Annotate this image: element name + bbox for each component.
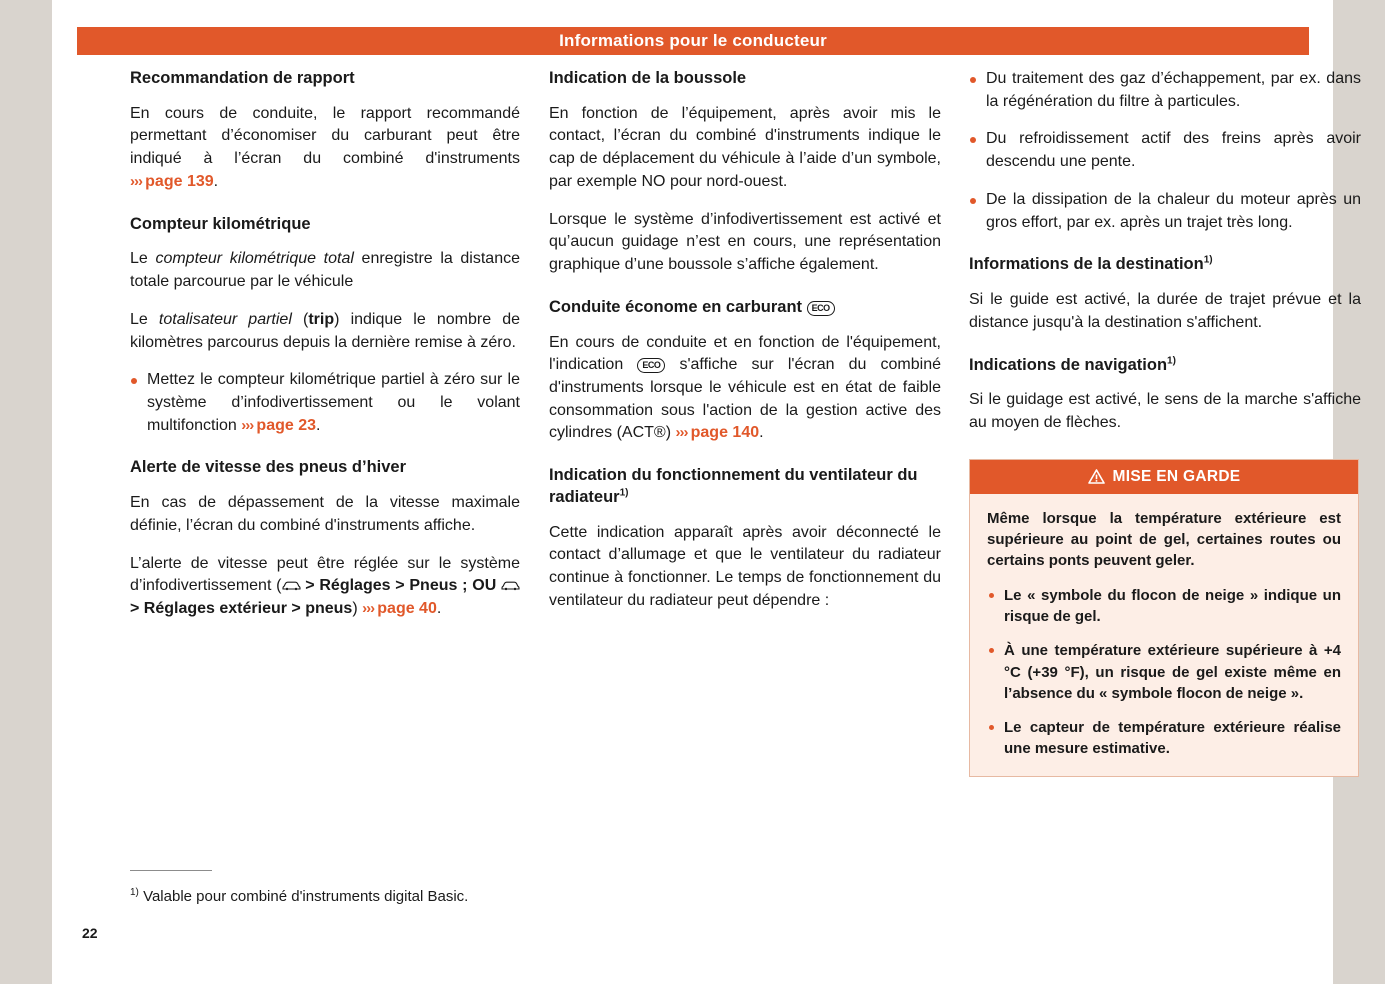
section-heading — [549, 465, 941, 509]
bold-term: > Réglages extérieur > pneus — [130, 600, 353, 618]
text-fragment: En cours de conduite et en fonction de l'équipement, l'indication — [549, 333, 941, 374]
bullet-text: Mettez le compteur kilométrique partiel à zéro sur le système d’infodivertissement ou le volant multifonction — [147, 371, 520, 434]
text-fragment: enregistre la distance totale parcourue par le véhicule — [130, 250, 520, 291]
warning-intro: Même lorsque la température extérieure est supérieure au point de gel, certaines routes ou certains ponts peuvent geler. — [987, 509, 1341, 570]
section-heading-text: Indications de navigation — [969, 355, 1168, 374]
section-heading — [969, 355, 1361, 377]
emphasis-term: totalisateur partiel — [158, 310, 292, 328]
car-icon — [501, 580, 520, 591]
text-fragment: L’alerte de vitesse peut être réglée sur le système d’infodivertissement ( — [130, 554, 520, 595]
section-conduite-econome — [549, 297, 941, 445]
text-fragment: s'affiche sur l'écran du combiné d'instruments lorsque le véhicule est en état de faible consommation sous l'action de la gestion active des cylindres (ACT®) — [549, 356, 942, 442]
warning-title: MISE EN GARDE — [1112, 467, 1241, 485]
paragraph: En cas de dépassement de la vitesse maximale définie, l’écran du combiné d'instruments affiche. — [130, 494, 520, 534]
section-ventilateur-radiateur — [549, 465, 941, 612]
paragraph — [130, 248, 520, 293]
section-heading — [969, 254, 1361, 276]
bold-term: > Réglages > Pneus — [300, 577, 458, 595]
paragraph — [130, 309, 520, 354]
car-icon — [282, 580, 301, 591]
page-reference-link[interactable]: page 139 — [145, 172, 214, 190]
page-ref-arrows: ››› — [675, 424, 691, 442]
page-content — [77, 68, 1361, 848]
bullet-item: Mettez le compteur kilométrique partiel à zéro sur le système d’infodivertissement ou le volant multifonction ››› page 23. — [130, 369, 520, 437]
footnote-marker: 1) — [1203, 254, 1213, 266]
section-heading-text: Informations de la destination — [969, 255, 1204, 274]
text-fragment: ) indique le nombre de kilomètres parcourus depuis la dernière remise à zéro. — [130, 310, 521, 351]
text-fragment: Le — [130, 250, 156, 268]
bullet-item: Du traitement des gaz d’échappement, par ex. dans la régénération du filtre à particules. — [969, 68, 1361, 113]
column-2 — [549, 68, 941, 613]
page-reference-link[interactable]: page 23 — [256, 416, 317, 434]
section-heading — [549, 297, 941, 319]
warning-bullet: Le capteur de température extérieure réalise une mesure estimative. — [987, 717, 1341, 760]
bullet-item: Du refroidissement actif des freins après avoir descendu une pente. — [969, 128, 1361, 173]
text-fragment: ( — [291, 310, 309, 328]
column-3 — [969, 68, 1361, 777]
section-recommandation-de-rapport — [130, 68, 520, 194]
footnote-marker: 1) — [130, 887, 139, 898]
page-ref-arrows: ››› — [241, 416, 257, 434]
text-fragment: Le — [130, 310, 159, 328]
section-indications-navigation — [969, 355, 1361, 435]
paragraph: Si le guidage est activé, le sens de la marche s'affiche au moyen de flèches. — [969, 391, 1361, 431]
bold-term: ; OU — [457, 577, 502, 595]
warning-bullet: À une température extérieure supérieure à +4 °C (+39 °F), un risque de gel existe même en l’absence du « symbole flocon de neige ». — [987, 640, 1341, 704]
warning-bullet: Le « symbole du flocon de neige » indique un risque de gel. — [987, 585, 1341, 628]
warning-triangle-icon — [1088, 469, 1105, 484]
section-heading: Compteur kilométrique — [130, 214, 311, 233]
page-reference-link[interactable]: page 140 — [690, 424, 760, 442]
section-heading: Indication de la boussole — [549, 69, 747, 87]
eco-icon: ECO — [807, 301, 835, 316]
page-number: 22 — [82, 925, 98, 941]
paragraph-text: En cours de conduite, le rapport recommandé permettant d’économiser du carburant peut être indiqué à l’écran du combiné d'instruments — [130, 104, 520, 168]
warning-body — [970, 494, 1358, 776]
section-heading-text: Indication du fonctionnement du ventilateur du radiateur — [549, 466, 918, 506]
page-ref-arrows: ››› — [130, 172, 146, 190]
section-heading: Recommandation de rapport — [130, 69, 355, 87]
page-edge-shadow — [30, 0, 52, 984]
text-fragment: ) — [352, 600, 363, 618]
section-compteur-kilometrique — [130, 214, 520, 438]
paragraph: En cours de conduite, le rapport recommandé permettant d’économiser du carburant peut être indiqué à l’écran du combiné d'instruments ››› page 139. — [130, 104, 520, 190]
warning-box — [969, 459, 1359, 777]
section-heading: Alerte de vitesse des pneus d’hiver — [130, 458, 407, 477]
manual-page — [52, 0, 1361, 984]
bullet-item: De la dissipation de la chaleur du moteur après un gros effort, par ex. après un trajet très long. — [969, 189, 1361, 234]
section-indication-boussole — [549, 68, 941, 277]
footnote-marker: 1) — [1167, 355, 1176, 367]
page-header-banner — [77, 27, 1309, 55]
page-header-title: Informations pour le conducteur — [559, 31, 827, 50]
eco-icon: ECO — [637, 358, 665, 373]
paragraph: L’alerte de vitesse peut être réglée sur le système d’infodivertissement ( > Réglages > Pneus ; OU > Réglages extérieur > pneus) ››› page 40. — [130, 554, 520, 618]
bullet-list-ventilateur — [969, 68, 1361, 234]
section-alerte-vitesse-pneus-hiver — [130, 457, 520, 620]
paragraph: Cette indication apparaît après avoir déconnecté le contact d’allumage et que le ventilateur du radiateur continue à fonctionner. Le temps de fonctionnement du ventilateur du radiateur peut dépendre : — [549, 523, 941, 609]
emphasis-term: compteur kilométrique total — [155, 250, 354, 268]
paragraph: Lorsque le système d’infodivertissement est activé et qu’aucun guidage n’est en cours, une représentation graphique d’une boussole s’affiche également. — [549, 210, 941, 274]
column-1 — [130, 68, 520, 621]
paragraph: En cours de conduite et en fonction de l'équipement, l'indication ECO s'affiche sur l'écran du combiné d'instruments lorsque le véhicule est en état de faible consommation sous l'action de la gestion active des cylindres (ACT®) ››› page 140. — [549, 333, 942, 442]
warning-header — [970, 460, 1358, 494]
footnote-divider — [130, 870, 212, 871]
section-informations-destination — [969, 254, 1361, 334]
paragraph: En fonction de l’équipement, après avoir mis le contact, l’écran du combiné d'instruments indique le cap de déplacement du véhicule à l’aide d’un symbole, par exemple NO pour nord-ouest. — [549, 104, 941, 190]
bold-term: trip — [308, 310, 335, 328]
page-reference-link[interactable]: page 40 — [377, 600, 437, 618]
page-ref-arrows: ››› — [362, 600, 378, 618]
paragraph: Si le guide est activé, la durée de trajet prévue et la distance jusqu'à la destination s'affichent. — [969, 291, 1361, 331]
footnote-marker: 1) — [619, 487, 629, 499]
footnote-text: Valable pour combiné d'instruments digital Basic. — [138, 888, 469, 905]
footnote — [130, 888, 830, 905]
section-heading-text: Conduite économe en carburant — [549, 297, 803, 316]
